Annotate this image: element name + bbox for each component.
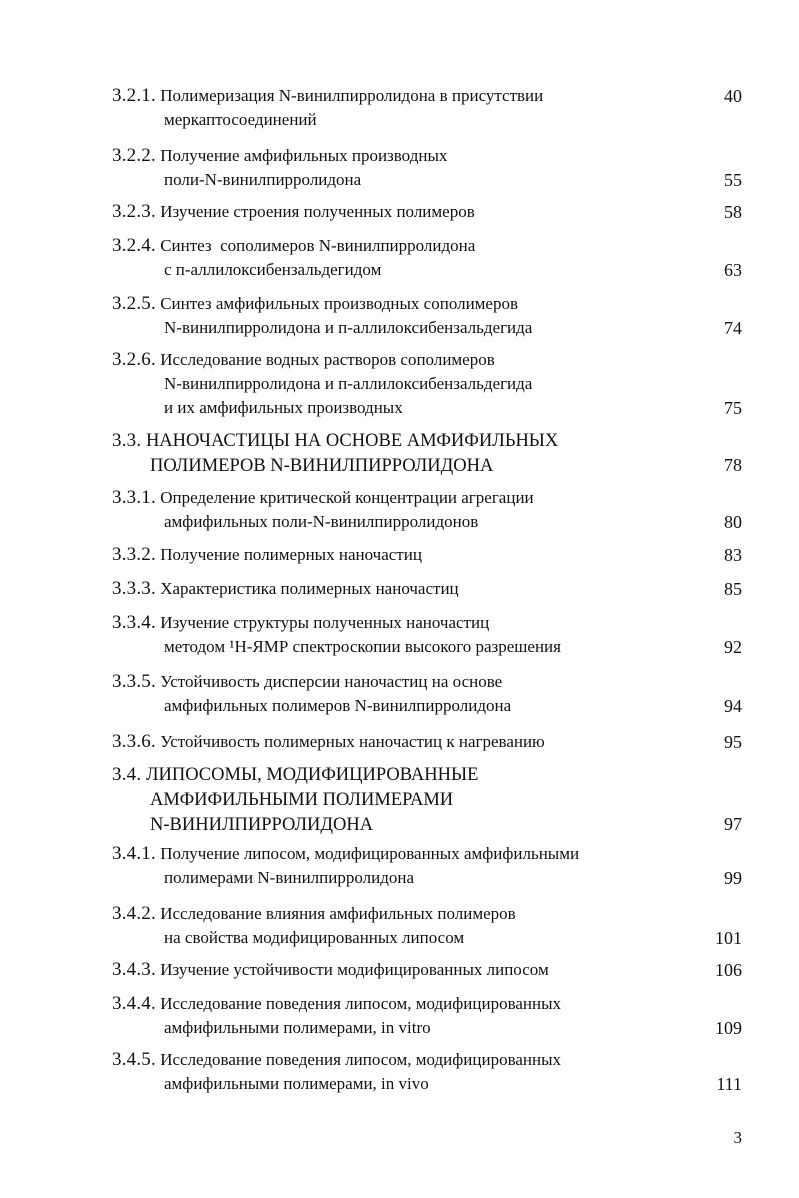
toc-entry-continuation-line (112, 635, 672, 659)
toc-entry-line-text: N-винилпирролидона и п-аллилоксибензальдегида (164, 374, 533, 393)
toc-entry-line-text: меркаптосоединений (164, 110, 317, 129)
toc-entry-first-line (112, 543, 672, 567)
toc-entry-first-line (112, 842, 672, 866)
toc-entry-page: 106 (715, 960, 742, 980)
toc-entry-number: 3.3.3. (112, 578, 156, 599)
toc-entry-continuation-line (112, 372, 672, 396)
toc-entry-continuation-line (112, 788, 672, 813)
toc-entry-number: 3.2.4. (112, 235, 156, 256)
toc-entry-line-text: Получение полимерных наночастиц (160, 545, 422, 564)
toc-entry-first-line (112, 84, 672, 108)
toc-entry-line-text: Исследование влияния амфифильных полимеров (160, 904, 516, 923)
toc-entry-first-line (112, 670, 672, 694)
toc-entry-continuation-line (112, 694, 672, 718)
toc-entry-first-line (112, 348, 672, 372)
toc-entry-title (112, 144, 672, 192)
toc-entry-first-line (112, 234, 672, 258)
toc-entry-first-line (112, 1048, 672, 1072)
toc-entry-line-text: Изучение строения полученных полимеров (160, 202, 475, 221)
toc-entry-first-line (112, 992, 672, 1016)
toc-entry-page: 78 (724, 455, 742, 475)
toc-entry-first-line (112, 292, 672, 316)
toc-entry-number: 3.2.1. (112, 85, 156, 106)
toc-entry-page: 85 (724, 579, 742, 599)
toc-entry-line-text: амфифильными полимерами, in vitro (164, 1018, 431, 1037)
toc-entry-line-text: N-винилпирролидона и п-аллилоксибензальдегида (164, 318, 533, 337)
toc-entry-line-text: Исследование водных растворов сополимеров (160, 350, 495, 369)
toc-entry-line-text: ПОЛИМЕРОВ N-ВИНИЛПИРРОЛИДОНА (150, 456, 494, 476)
toc-entry-page: 95 (724, 732, 742, 752)
toc-entry-continuation-line (112, 813, 672, 838)
toc-entry-number: 3.4.4. (112, 993, 156, 1014)
toc-entry-number: 3.3.6. (112, 731, 156, 752)
toc-entry-continuation-line (112, 396, 672, 420)
toc-entry-title (112, 428, 672, 479)
toc-entry-continuation-line (112, 454, 672, 479)
toc-entry-continuation-line (112, 108, 672, 132)
toc-entry-title (112, 992, 672, 1040)
toc-entry-page: 55 (724, 170, 742, 190)
toc-entry-number: 3.4.2. (112, 903, 156, 924)
toc-entry-page: 83 (724, 545, 742, 565)
toc-entry-page: 74 (724, 318, 742, 338)
toc-entry-number: 3.4.3. (112, 959, 156, 980)
toc-entry-line-text: Определение критической концентрации агрегации (160, 488, 534, 507)
toc-entry-first-line (112, 902, 672, 926)
toc-entry-page: 94 (724, 696, 742, 716)
toc-entry-line-text: Изучение структуры полученных наночастиц (160, 613, 490, 632)
toc-entry-continuation-line (112, 1016, 672, 1040)
toc-entry-title (112, 902, 672, 950)
toc-entry-page: 109 (715, 1018, 742, 1038)
toc-entry-line-text: Устойчивость дисперсии наночастиц на основе (160, 672, 503, 691)
toc-entry-page: 75 (724, 398, 742, 418)
toc-entry-first-line (112, 577, 672, 601)
toc-entry-number: 3.3.4. (112, 612, 156, 633)
toc-entry-first-line (112, 486, 672, 510)
toc-entry-number: 3.2.5. (112, 293, 156, 314)
toc-entry-continuation-line (112, 510, 672, 534)
toc-entry-first-line (112, 762, 672, 788)
toc-entry-line-text: амфифильных полимеров N-винилпирролидона (164, 696, 512, 715)
toc-entry-page: 58 (724, 202, 742, 222)
toc-entry-title (112, 958, 672, 982)
toc-entry-line-text: с п-аллилоксибензальдегидом (164, 260, 382, 279)
toc-entry-title (112, 200, 672, 224)
toc-entry-line-text: Получение липосом, модифицированных амфифильными (160, 844, 580, 863)
toc-entry-line-text: Характеристика полимерных наночастиц (160, 579, 459, 598)
toc-entry-title (112, 730, 672, 754)
toc-entry-line-text: ЛИПОСОМЫ, МОДИФИЦИРОВАННЫЕ (145, 765, 479, 785)
toc-entry-line-text: АМФИФИЛЬНЫМИ ПОЛИМЕРАМИ (150, 790, 454, 810)
toc-entry-page: 80 (724, 512, 742, 532)
toc-entry-page: 111 (716, 1074, 742, 1094)
toc-entry-line-text: Синтез сополимеров N-винилпирролидона (160, 236, 476, 255)
toc-entry-line-text: НАНОЧАСТИЦЫ НА ОСНОВЕ АМФИФИЛЬНЫХ (145, 431, 559, 451)
toc-entry-line-text: Полимеризация N-винилпирролидона в присутствии (160, 86, 544, 105)
toc-entry-title (112, 486, 672, 534)
toc-entry-page: 97 (724, 814, 742, 834)
toc-entry-number: 3.3. (112, 430, 142, 451)
toc-entry-line-text: Получение амфифильных производных (160, 146, 448, 165)
toc-entry-line-text: амфифильных поли-N-винилпирролидонов (164, 512, 479, 531)
toc-entry-line-text: на свойства модифицированных липосом (164, 928, 465, 947)
toc-entry-title (112, 670, 672, 718)
toc-entry-line-text: методом ¹H-ЯМР спектроскопии высокого разрешения (164, 637, 561, 656)
toc-entry-number: 3.4.5. (112, 1049, 156, 1070)
toc-entry-page: 63 (724, 260, 742, 280)
toc-entry-number: 3.4. (112, 764, 142, 785)
toc-entry-line-text: и их амфифильных производных (164, 398, 403, 417)
toc-entry-line-text: амфифильными полимерами, in vivo (164, 1074, 429, 1093)
toc-entry-continuation-line (112, 168, 672, 192)
toc-entry-continuation-line (112, 258, 672, 282)
toc-entry-number: 3.3.5. (112, 671, 156, 692)
toc-entry-line-text: Исследование поведения липосом, модифицированных (160, 994, 562, 1013)
toc-entry-title (112, 577, 672, 601)
toc-entry-continuation-line (112, 866, 672, 890)
toc-entry-line-text: Изучение устойчивости модифицированных липосом (160, 960, 549, 979)
toc-entry-title (112, 292, 672, 340)
toc-entry-first-line (112, 428, 672, 454)
toc-entry-page: 92 (724, 637, 742, 657)
toc-entry-title (112, 1048, 672, 1096)
toc-entry-number: 3.4.1. (112, 843, 156, 864)
toc-entry-line-text: Исследование поведения липосом, модифицированных (160, 1050, 562, 1069)
toc-entry-page: 99 (724, 868, 742, 888)
toc-entry-number: 3.2.6. (112, 349, 156, 370)
toc-entry-number: 3.3.2. (112, 544, 156, 565)
toc-entry-first-line (112, 144, 672, 168)
toc-entry-line-text: полимерами N-винилпирролидона (164, 868, 414, 887)
toc-entry-number: 3.3.1. (112, 487, 156, 508)
toc-entry-continuation-line (112, 316, 672, 340)
toc-entry-number: 3.2.2. (112, 145, 156, 166)
toc-entry-first-line (112, 958, 672, 982)
toc-entry-first-line (112, 611, 672, 635)
toc-entry-page: 101 (715, 928, 742, 948)
toc-entry-line-text: Синтез амфифильных производных сополимеров (160, 294, 518, 313)
toc-entry-page: 40 (724, 86, 742, 106)
toc-entry-title (112, 543, 672, 567)
toc-entry-title (112, 348, 672, 420)
toc-entry-line-text: N-ВИНИЛПИРРОЛИДОНА (150, 815, 374, 835)
toc-entry-title (112, 84, 672, 132)
toc-entry-number: 3.2.3. (112, 201, 156, 222)
toc-entry-title (112, 234, 672, 282)
toc-entry-first-line (112, 730, 672, 754)
toc-entry-first-line (112, 200, 672, 224)
toc-entry-continuation-line (112, 926, 672, 950)
toc-entry-line-text: Устойчивость полимерных наночастиц к нагреванию (160, 732, 545, 751)
toc-entry-line-text: поли-N-винилпирролидона (164, 170, 362, 189)
toc-entry-title (112, 842, 672, 890)
page-number: 3 (733, 1128, 742, 1147)
toc-entry-continuation-line (112, 1072, 672, 1096)
toc-entry-title (112, 762, 672, 838)
toc-entry-title (112, 611, 672, 659)
